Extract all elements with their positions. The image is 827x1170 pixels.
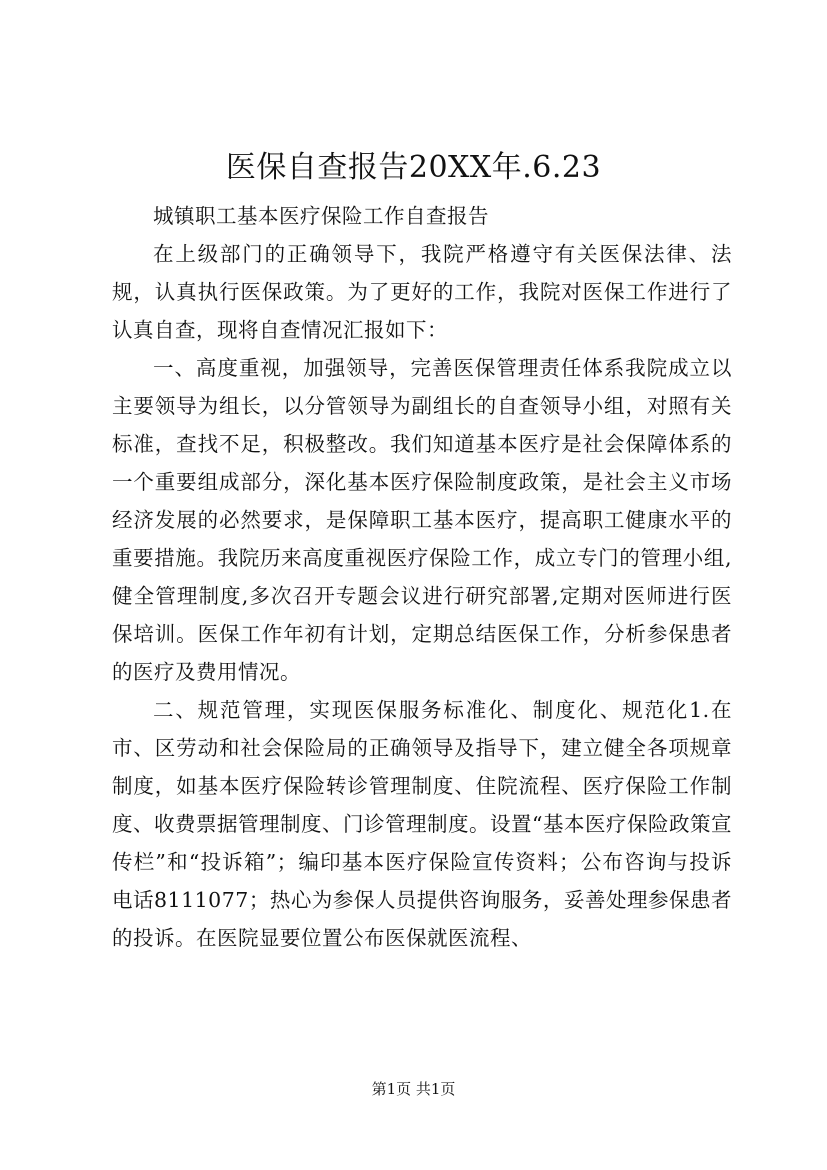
paragraph-section-1: 一、高度重视，加强领导，完善医保管理责任体系我院成立以主要领导为组长，以分管领导为副组长的自查领导小组，对照有关标准，查找不足，积极整改。我们知道基本医疗是社会保障体系的一个重要组成部分，深化基本医疗保险制度政策，是社会主义市场经济发展的必然要求，是保障职工基本医疗，提高职工健康水平的重要措施。我院历来高度重视医疗保险工作，成立专门的管理小组,健全管理制度,多次召开专题会议进行研究部署,定期对医师进行医保培训。医保工作年初有计划，定期总结医保工作，分析参保患者的医疗及费用情况。 <box>112 356 732 684</box>
paragraph-subtitle: 城镇职工基本医疗保险工作自查报告 <box>153 204 489 228</box>
document-body <box>112 197 732 957</box>
document-title: 医保自查报告20XX年.6.23 <box>225 150 602 185</box>
page-footer: 第1页 共1页 <box>371 1080 456 1098</box>
paragraph-intro: 在上级部门的正确领导下，我院严格遵守有关医保法律、法规，认真执行医保政策。为了更好的工作，我院对医保工作进行了认真自查，现将自查情况汇报如下： <box>112 242 732 342</box>
paragraph-section-2: 二、规范管理，实现医保服务标准化、制度化、规范化1.在市、区劳动和社会保险局的正确领导及指导下，建立健全各项规章制度，如基本医疗保险转诊管理制度、住院流程、医疗保险工作制度、收费票据管理制度、门诊管理制度。设置“基本医疗保险政策宣传栏”和“投诉箱”；编印基本医疗保险宣传资料；公布咨询与投诉电话8111077；热心为参保人员提供咨询服务，妥善处理参保患者的投诉。在医院显要位置公布医保就医流程、 <box>112 698 732 950</box>
